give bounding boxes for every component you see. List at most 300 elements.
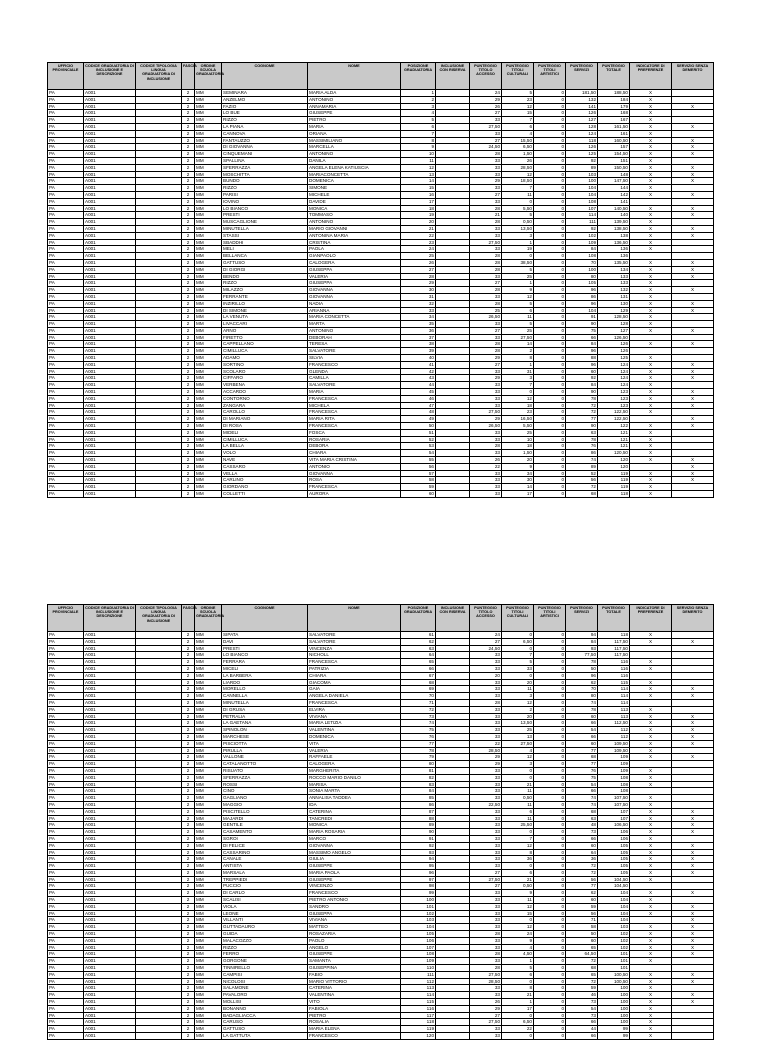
cell-punteggio-servizi: 75 xyxy=(566,774,598,781)
cell-cognome: LA BELLA xyxy=(222,443,308,450)
cell-punteggio-totale: 105 xyxy=(598,849,630,856)
cell-ordine-scuola: MM xyxy=(195,1033,222,1040)
cell-nome: MATTEO xyxy=(308,924,401,931)
cell-senza-demerito: X xyxy=(672,822,714,829)
cell-punteggio-culturali: 7 xyxy=(502,185,534,192)
cell-fascia: 2 xyxy=(182,699,195,706)
cell-preferenze: X xyxy=(630,355,672,362)
cell-codice-graduatoria: A001 xyxy=(84,659,136,666)
cell-cognome: DI GIOVANNA xyxy=(222,144,308,151)
cell-punteggio-artistici: 0 xyxy=(534,815,566,822)
cell-punteggio-totale: 121 xyxy=(598,443,630,450)
cell-riserva xyxy=(436,232,470,239)
cell-codice-graduatoria: A001 xyxy=(84,219,136,226)
cell-riserva xyxy=(436,491,470,498)
cell-codice-graduatoria: A001 xyxy=(84,781,136,788)
cell-punteggio-accesso: 28 xyxy=(470,219,502,226)
cell-ufficio: PA xyxy=(48,219,84,226)
cell-senza-demerito xyxy=(672,1033,714,1040)
table-row xyxy=(48,117,714,124)
cell-preferenze: X xyxy=(630,423,672,430)
cell-nome: FRANCESCO xyxy=(308,1033,401,1040)
cell-preferenze: X xyxy=(630,985,672,992)
table-row xyxy=(48,890,714,897)
cell-nome: GIUSEPPE xyxy=(308,863,401,870)
cell-ufficio: PA xyxy=(48,164,84,171)
cell-cognome: VILLANTI xyxy=(222,917,308,924)
cell-senza-demerito xyxy=(672,699,714,706)
cell-ufficio: PA xyxy=(48,368,84,375)
cell-punteggio-servizi: 77 xyxy=(566,747,598,754)
cell-cognome: LIARDO xyxy=(222,679,308,686)
cell-posizione: 39 xyxy=(401,348,436,355)
cell-nome: VINCENZO xyxy=(308,883,401,890)
cell-punteggio-totale: 114 xyxy=(598,686,630,693)
cell-codice-graduatoria: A001 xyxy=(84,1012,136,1019)
cell-punteggio-culturali: 0 xyxy=(502,1033,534,1040)
cell-codice-graduatoria: A001 xyxy=(84,477,136,484)
cell-punteggio-totale: 135,50 xyxy=(598,259,630,266)
cell-ufficio: PA xyxy=(48,117,84,124)
table-row xyxy=(48,103,714,110)
cell-punteggio-accesso: 33 xyxy=(470,890,502,897)
cell-punteggio-totale: 161 xyxy=(598,130,630,137)
cell-punteggio-artistici: 0 xyxy=(534,740,566,747)
header-row xyxy=(48,605,714,632)
cell-codice-graduatoria: A001 xyxy=(84,801,136,808)
cell-ordine-scuola: MM xyxy=(195,484,222,491)
cell-ordine-scuola: MM xyxy=(195,110,222,117)
cell-fascia: 2 xyxy=(182,307,195,314)
cell-preferenze: X xyxy=(630,808,672,815)
cell-codice-lingua xyxy=(136,835,182,842)
cell-ordine-scuola: MM xyxy=(195,287,222,294)
cell-codice-graduatoria: A001 xyxy=(84,733,136,740)
cell-punteggio-accesso: 27 xyxy=(470,137,502,144)
cell-ufficio: PA xyxy=(48,788,84,795)
cell-punteggio-servizi: 50 xyxy=(566,931,598,938)
cell-punteggio-culturali: 8 xyxy=(502,849,534,856)
cell-punteggio-accesso: 22 xyxy=(470,463,502,470)
table-row xyxy=(48,910,714,917)
cell-punteggio-artistici: 0 xyxy=(534,903,566,910)
cell-senza-demerito: X xyxy=(672,375,714,382)
cell-posizione: 29 xyxy=(401,280,436,287)
cell-ufficio: PA xyxy=(48,355,84,362)
cell-codice-graduatoria: A001 xyxy=(84,849,136,856)
cell-nome: PIETRO ANTONIO xyxy=(308,897,401,904)
cell-punteggio-servizi: 72 xyxy=(566,863,598,870)
cell-fascia: 2 xyxy=(182,389,195,396)
cell-punteggio-servizi: 76 xyxy=(566,767,598,774)
cell-codice-graduatoria: A001 xyxy=(84,740,136,747)
cell-riserva xyxy=(436,1005,470,1012)
table-row xyxy=(48,822,714,829)
cell-punteggio-accesso: 29 xyxy=(470,96,502,103)
cell-codice-graduatoria: A001 xyxy=(84,958,136,965)
cell-punteggio-culturali: 1 xyxy=(502,239,534,246)
cell-punteggio-accesso: 27 xyxy=(470,1012,502,1019)
cell-ordine-scuola: MM xyxy=(195,699,222,706)
cell-ufficio: PA xyxy=(48,191,84,198)
table-row xyxy=(48,96,714,103)
cell-posizione: 30 xyxy=(401,287,436,294)
cell-codice-graduatoria: A001 xyxy=(84,300,136,307)
cell-nome: IDA xyxy=(308,801,401,808)
cell-cognome: PRESTI xyxy=(222,645,308,652)
cell-cognome: DI SIMONE xyxy=(222,307,308,314)
cell-riserva xyxy=(436,314,470,321)
cell-posizione: 84 xyxy=(401,788,436,795)
cell-nome: FRANCESCA xyxy=(308,423,401,430)
cell-codice-lingua xyxy=(136,944,182,951)
cell-posizione: 43 xyxy=(401,375,436,382)
cell-punteggio-totale: 120,50 xyxy=(598,450,630,457)
cell-punteggio-culturali: 0,50 xyxy=(502,795,534,802)
cell-senza-demerito xyxy=(672,652,714,659)
cell-punteggio-servizi: 58 xyxy=(566,924,598,931)
cell-punteggio-artistici: 0 xyxy=(534,300,566,307)
cell-preferenze: X xyxy=(630,157,672,164)
cell-nome: RAFFAELE xyxy=(308,754,401,761)
cell-punteggio-accesso: 28 xyxy=(470,348,502,355)
cell-cognome: LA GAETANA xyxy=(222,720,308,727)
cell-punteggio-culturali: 11 xyxy=(502,788,534,795)
cell-ordine-scuola: MM xyxy=(195,1005,222,1012)
cell-riserva xyxy=(436,1019,470,1026)
cell-senza-demerito xyxy=(672,747,714,754)
cell-codice-lingua xyxy=(136,205,182,212)
cell-riserva xyxy=(436,876,470,883)
table-row xyxy=(48,951,714,958)
cell-preferenze: X xyxy=(630,876,672,883)
cell-punteggio-totale: 128,50 xyxy=(598,314,630,321)
cell-punteggio-servizi: 108 xyxy=(566,198,598,205)
cell-punteggio-culturali: 3 xyxy=(502,375,534,382)
cell-posizione: 47 xyxy=(401,402,436,409)
cell-punteggio-accesso: 25 xyxy=(470,307,502,314)
cell-fascia: 2 xyxy=(182,463,195,470)
cell-nome: FRANCESCA xyxy=(308,409,401,416)
cell-punteggio-accesso: 33 xyxy=(470,429,502,436)
cell-punteggio-artistici: 0 xyxy=(534,869,566,876)
cell-punteggio-culturali: 5 xyxy=(502,659,534,666)
cell-preferenze: X xyxy=(630,910,672,917)
cell-senza-demerito xyxy=(672,348,714,355)
cell-senza-demerito: X xyxy=(672,212,714,219)
cell-codice-lingua xyxy=(136,1026,182,1033)
cell-preferenze: X xyxy=(630,164,672,171)
cell-punteggio-servizi: 60 xyxy=(566,842,598,849)
cell-preferenze xyxy=(630,348,672,355)
cell-punteggio-accesso: 28 xyxy=(470,443,502,450)
cell-punteggio-servizi: 44 xyxy=(566,1026,598,1033)
cell-punteggio-culturali: 5 xyxy=(502,965,534,972)
cell-ordine-scuola: MM xyxy=(195,978,222,985)
table-row xyxy=(48,903,714,910)
cell-ufficio: PA xyxy=(48,665,84,672)
table-row xyxy=(48,999,714,1006)
cell-senza-demerito: X xyxy=(672,457,714,464)
cell-codice-graduatoria: A001 xyxy=(84,693,136,700)
cell-senza-demerito: X xyxy=(672,754,714,761)
cell-nome: TANCREDI xyxy=(308,815,401,822)
cell-punteggio-accesso: 33 xyxy=(470,293,502,300)
cell-riserva xyxy=(436,382,470,389)
cell-nome: VALERIA xyxy=(308,747,401,754)
cell-punteggio-totale: 112 xyxy=(598,733,630,740)
cell-posizione: 9 xyxy=(401,144,436,151)
cell-codice-graduatoria: A001 xyxy=(84,246,136,253)
cell-posizione: 117 xyxy=(401,1012,436,1019)
cell-fascia: 2 xyxy=(182,382,195,389)
cell-punteggio-culturali: 5,50 xyxy=(502,205,534,212)
cell-codice-graduatoria: A001 xyxy=(84,361,136,368)
cell-fascia: 2 xyxy=(182,361,195,368)
cell-ordine-scuola: MM xyxy=(195,157,222,164)
cell-punteggio-culturali: 1 xyxy=(502,280,534,287)
cell-punteggio-accesso: 33 xyxy=(470,659,502,666)
cell-punteggio-accesso: 33 xyxy=(470,665,502,672)
cell-ufficio: PA xyxy=(48,225,84,232)
cell-fascia: 2 xyxy=(182,327,195,334)
cell-fascia: 2 xyxy=(182,754,195,761)
cell-punteggio-culturali: 12 xyxy=(502,903,534,910)
cell-punteggio-totale: 124 xyxy=(598,375,630,382)
cell-punteggio-totale: 122,50 xyxy=(598,409,630,416)
cell-posizione: 90 xyxy=(401,829,436,836)
table-row xyxy=(48,402,714,409)
cell-punteggio-artistici: 0 xyxy=(534,389,566,396)
cell-posizione: 24 xyxy=(401,246,436,253)
cell-preferenze: X xyxy=(630,944,672,951)
cell-punteggio-accesso: 28 xyxy=(470,259,502,266)
cell-preferenze: X xyxy=(630,307,672,314)
cell-fascia: 2 xyxy=(182,450,195,457)
cell-ordine-scuola: MM xyxy=(195,788,222,795)
cell-preferenze: X xyxy=(630,90,672,97)
cell-ordine-scuola: MM xyxy=(195,130,222,137)
cell-ufficio: PA xyxy=(48,341,84,348)
cell-cognome: CASAMENTO xyxy=(222,829,308,836)
cell-senza-demerito: X xyxy=(672,842,714,849)
cell-riserva xyxy=(436,842,470,849)
cell-punteggio-servizi: 104 xyxy=(566,185,598,192)
cell-posizione: 118 xyxy=(401,1019,436,1026)
cell-ordine-scuola: MM xyxy=(195,856,222,863)
cell-nome: CHIARA xyxy=(308,450,401,457)
cell-nome: MASSIMILIANO xyxy=(308,137,401,144)
cell-codice-graduatoria: A001 xyxy=(84,992,136,999)
cell-cognome: PISCIOTTA xyxy=(222,740,308,747)
cell-punteggio-accesso: 28 xyxy=(470,205,502,212)
cell-codice-lingua xyxy=(136,253,182,260)
cell-punteggio-totale: 109 xyxy=(598,754,630,761)
cell-fascia: 2 xyxy=(182,856,195,863)
cell-ordine-scuola: MM xyxy=(195,137,222,144)
cell-cognome: CARLINO xyxy=(222,477,308,484)
cell-punteggio-culturali: 4 xyxy=(502,944,534,951)
cell-cognome: MOLLISI xyxy=(222,999,308,1006)
cell-punteggio-accesso: 33 xyxy=(470,713,502,720)
cell-ufficio: PA xyxy=(48,151,84,158)
cell-codice-lingua xyxy=(136,863,182,870)
cell-nome: GIULIA xyxy=(308,856,401,863)
cell-punteggio-totale: 147,50 xyxy=(598,178,630,185)
cell-ordine-scuola: MM xyxy=(195,293,222,300)
cell-punteggio-totale: 106 xyxy=(598,835,630,842)
cell-riserva xyxy=(436,477,470,484)
table-row xyxy=(48,971,714,978)
cell-cognome: MARCHESE xyxy=(222,733,308,740)
cell-punteggio-artistici: 0 xyxy=(534,1005,566,1012)
cell-senza-demerito xyxy=(672,788,714,795)
cell-punteggio-artistici: 0 xyxy=(534,897,566,904)
cell-riserva xyxy=(436,992,470,999)
cell-punteggio-totale: 106,50 xyxy=(598,822,630,829)
cell-punteggio-accesso: 24,50 xyxy=(470,645,502,652)
cell-punteggio-servizi: 71 xyxy=(566,917,598,924)
cell-codice-lingua xyxy=(136,334,182,341)
cell-preferenze: X xyxy=(630,1033,672,1040)
cell-preferenze: X xyxy=(630,1005,672,1012)
cell-fascia: 2 xyxy=(182,457,195,464)
cell-codice-lingua xyxy=(136,632,182,639)
cell-punteggio-culturali: 9 xyxy=(502,937,534,944)
cell-ufficio: PA xyxy=(48,470,84,477)
cell-riserva xyxy=(436,423,470,430)
cell-riserva xyxy=(436,645,470,652)
cell-posizione: 116 xyxy=(401,1005,436,1012)
cell-punteggio-totale: 138,50 xyxy=(598,225,630,232)
cell-cognome: MOSCHITTA xyxy=(222,171,308,178)
cell-codice-graduatoria: A001 xyxy=(84,355,136,362)
cell-preferenze xyxy=(630,965,672,972)
cell-riserva xyxy=(436,103,470,110)
cell-fascia: 2 xyxy=(182,117,195,124)
cell-punteggio-artistici: 0 xyxy=(534,971,566,978)
cell-punteggio-culturali: 10 xyxy=(502,436,534,443)
cell-punteggio-servizi: 104 xyxy=(566,307,598,314)
cell-nome: FRANCESCO xyxy=(308,361,401,368)
cell-codice-graduatoria: A001 xyxy=(84,1026,136,1033)
cell-ordine-scuola: MM xyxy=(195,720,222,727)
cell-punteggio-servizi: 107 xyxy=(566,205,598,212)
cell-punteggio-servizi: 126 xyxy=(566,144,598,151)
cell-codice-lingua xyxy=(136,985,182,992)
cell-punteggio-culturali: 9 xyxy=(502,463,534,470)
cell-punteggio-servizi: 80 xyxy=(566,273,598,280)
table-row xyxy=(48,477,714,484)
table-row xyxy=(48,863,714,870)
cell-ordine-scuola: MM xyxy=(195,917,222,924)
cell-nome: MARIA CONCETTA xyxy=(308,314,401,321)
cell-posizione: 106 xyxy=(401,937,436,944)
cell-punteggio-servizi: 118 xyxy=(566,137,598,144)
cell-punteggio-culturali: 0 xyxy=(502,774,534,781)
header-senza-demerito: SERVIZIO SENZA DEMERITO xyxy=(672,63,714,90)
cell-codice-graduatoria: A001 xyxy=(84,389,136,396)
cell-fascia: 2 xyxy=(182,191,195,198)
cell-posizione: 44 xyxy=(401,382,436,389)
cell-punteggio-culturali: 12 xyxy=(502,924,534,931)
cell-punteggio-totale: 120 xyxy=(598,457,630,464)
cell-punteggio-accesso: 33 xyxy=(470,706,502,713)
cell-nome: VITA MARIA CRISTINA xyxy=(308,457,401,464)
cell-senza-demerito xyxy=(672,761,714,768)
cell-preferenze xyxy=(630,253,672,260)
cell-punteggio-servizi: 65 xyxy=(566,944,598,951)
cell-codice-graduatoria: A001 xyxy=(84,327,136,334)
cell-preferenze xyxy=(630,645,672,652)
cell-punteggio-culturali: 19 xyxy=(502,246,534,253)
cell-senza-demerito xyxy=(672,436,714,443)
cell-punteggio-artistici: 0 xyxy=(534,761,566,768)
cell-fascia: 2 xyxy=(182,971,195,978)
cell-cognome: DI GRUSA xyxy=(222,706,308,713)
cell-punteggio-artistici: 0 xyxy=(534,931,566,938)
cell-codice-graduatoria: A001 xyxy=(84,706,136,713)
cell-codice-graduatoria: A001 xyxy=(84,110,136,117)
cell-ordine-scuola: MM xyxy=(195,849,222,856)
cell-punteggio-servizi: 50 xyxy=(566,665,598,672)
cell-punteggio-culturali: 21 xyxy=(502,781,534,788)
cell-preferenze: X xyxy=(630,999,672,1006)
cell-nome: DEBORAH xyxy=(308,334,401,341)
cell-senza-demerito xyxy=(672,429,714,436)
cell-punteggio-culturali: 0 xyxy=(502,1012,534,1019)
cell-preferenze: X xyxy=(630,632,672,639)
cell-codice-lingua xyxy=(136,212,182,219)
cell-cognome: GUTTADAURO xyxy=(222,924,308,931)
cell-posizione: 55 xyxy=(401,457,436,464)
cell-punteggio-totale: 100 xyxy=(598,999,630,1006)
cell-punteggio-servizi: 72 xyxy=(566,958,598,965)
table-row xyxy=(48,788,714,795)
cell-punteggio-totale: 106 xyxy=(598,829,630,836)
cell-fascia: 2 xyxy=(182,375,195,382)
cell-nome: ELVIRA xyxy=(308,706,401,713)
cell-codice-lingua xyxy=(136,185,182,192)
cell-codice-graduatoria: A001 xyxy=(84,890,136,897)
cell-punteggio-artistici: 0 xyxy=(534,999,566,1006)
cell-punteggio-culturali: 21 xyxy=(502,992,534,999)
cell-codice-graduatoria: A001 xyxy=(84,672,136,679)
cell-punteggio-accesso: 27 xyxy=(470,361,502,368)
cell-punteggio-artistici: 0 xyxy=(534,361,566,368)
cell-cognome: FERRO xyxy=(222,951,308,958)
cell-punteggio-accesso: 29 xyxy=(470,355,502,362)
table-row xyxy=(48,191,714,198)
cell-ufficio: PA xyxy=(48,293,84,300)
cell-nome: TOMMASO xyxy=(308,212,401,219)
table-row xyxy=(48,185,714,192)
cell-ordine-scuola: MM xyxy=(195,822,222,829)
cell-codice-lingua xyxy=(136,713,182,720)
cell-punteggio-totale: 104 xyxy=(598,897,630,904)
cell-punteggio-culturali: 5 xyxy=(502,90,534,97)
cell-senza-demerito xyxy=(672,334,714,341)
cell-preferenze xyxy=(630,652,672,659)
cell-posizione: 74 xyxy=(401,720,436,727)
cell-fascia: 2 xyxy=(182,1019,195,1026)
cell-codice-lingua xyxy=(136,781,182,788)
table-row xyxy=(48,924,714,931)
cell-punteggio-totale: 104 xyxy=(598,910,630,917)
cell-ufficio: PA xyxy=(48,389,84,396)
cell-cognome: ACCARDO xyxy=(222,389,308,396)
cell-preferenze: X xyxy=(630,484,672,491)
